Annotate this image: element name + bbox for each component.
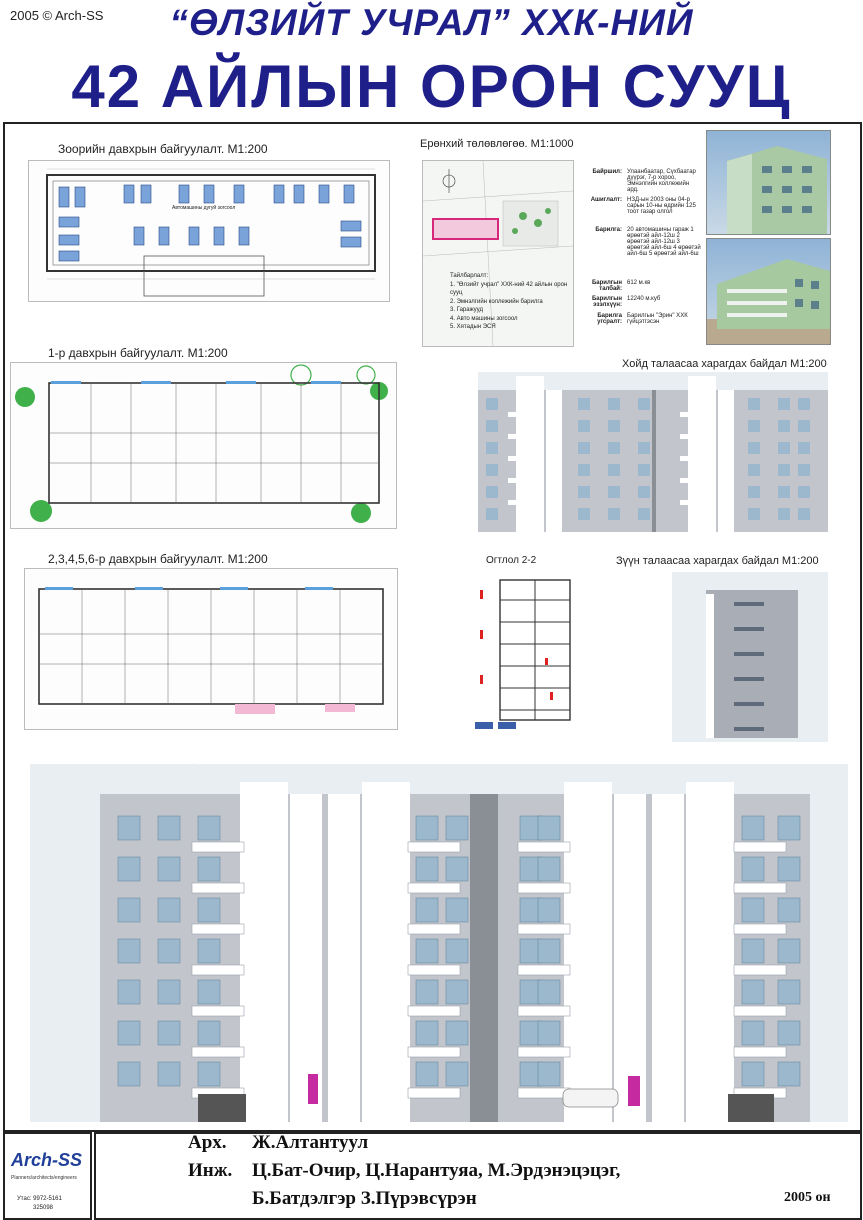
- window-pane: [118, 939, 140, 963]
- balcony-slab: [408, 842, 460, 852]
- window-pane: [778, 1062, 800, 1086]
- engineer-names-line2: Б.Батдэлгэр З.Пүрэвсүрэн: [252, 1188, 477, 1209]
- architect-label: Арх.: [188, 1132, 227, 1153]
- window-pane: [486, 442, 498, 454]
- balcony-slab: [192, 842, 244, 852]
- section-label: Огтлол 2-2: [486, 555, 537, 566]
- balcony-slab: [408, 1088, 460, 1098]
- section-drawing: [470, 570, 600, 740]
- architect-names: Ж.Алтантуул: [252, 1132, 369, 1153]
- window-pane: [158, 939, 180, 963]
- north-elevation-large-drawing: [30, 764, 848, 1122]
- window-pane: [416, 898, 438, 922]
- window-pane: [198, 1021, 220, 1045]
- building-photo-2: [706, 238, 831, 345]
- window-pane: [198, 939, 220, 963]
- window-pane: [446, 939, 468, 963]
- balcony-slab: [734, 1047, 786, 1057]
- window-pane: [158, 816, 180, 840]
- poster-title: 42 АЙЛЫН ОРОН СУУЦ: [71, 53, 792, 120]
- window-pane: [778, 898, 800, 922]
- window-pane: [118, 1021, 140, 1045]
- window-pane: [538, 816, 560, 840]
- project-info-table: [572, 165, 702, 345]
- basement-plan-label: Зоорийн давхрын байгуулалт. M1:200: [58, 142, 268, 156]
- window-pane: [608, 442, 620, 454]
- window-pane: [538, 857, 560, 881]
- balcony-slab: [518, 842, 570, 852]
- window-pane: [778, 508, 790, 520]
- engineer-label: Инж.: [188, 1160, 233, 1181]
- window-pane: [446, 857, 468, 881]
- window-pane: [578, 508, 590, 520]
- window-pane: [538, 1062, 560, 1086]
- window-pane: [778, 464, 790, 476]
- window-pane: [608, 398, 620, 410]
- window-pane: [778, 939, 800, 963]
- window-pane: [742, 857, 764, 881]
- window-pane: [608, 508, 620, 520]
- window-pane: [638, 398, 650, 410]
- balcony-slab: [192, 1006, 244, 1016]
- window-pane: [446, 898, 468, 922]
- window-pane: [778, 816, 800, 840]
- window-pane: [742, 1062, 764, 1086]
- window-pane: [798, 420, 810, 432]
- parking-label: Автомашины дугуй зогсоол: [172, 205, 236, 211]
- poster-subtitle: “ӨЛЗИЙТ УЧРАЛ” ХХК-НИЙ: [169, 2, 694, 43]
- site-legend-item: 1. "Өлзийт учрал" ХХК-ний 42 айлын орон сууц: [450, 281, 568, 296]
- info-value-area: 612 м.кв: [627, 280, 651, 286]
- engineer-names-line1: Ц.Бат-Очир, Ц.Нарантуяа, М.Эрдэнэцэцэг,: [252, 1160, 621, 1181]
- window-pane: [198, 980, 220, 1004]
- balcony-slab: [734, 883, 786, 893]
- window-pane: [416, 980, 438, 1004]
- balcony-slab: [518, 965, 570, 975]
- balcony-slab: [518, 1006, 570, 1016]
- site-legend-item: 4. Авто машины зогсоол: [450, 315, 518, 322]
- window-pane: [608, 486, 620, 498]
- balcony-slab: [518, 1047, 570, 1057]
- window-pane: [578, 398, 590, 410]
- window-pane: [416, 1062, 438, 1086]
- window-pane: [118, 816, 140, 840]
- east-elevation-label: Зүүн талаасаа харагдах байдал M1:200: [616, 555, 819, 567]
- window-pane: [742, 816, 764, 840]
- window-pane: [778, 398, 790, 410]
- window-pane: [538, 939, 560, 963]
- window-pane: [638, 508, 650, 520]
- typical-floor-plan-drawing: [24, 568, 398, 730]
- balcony-slab: [192, 883, 244, 893]
- window-pane: [158, 1021, 180, 1045]
- basement-plan-drawing: [28, 160, 390, 302]
- window-pane: [158, 898, 180, 922]
- window-pane: [748, 508, 760, 520]
- info-value-building: 20 автомашины гараж 1 өрөөтэй айл-12ш 2 өрөөтэй айл-12ш 3 өрөөтэй айл-6ш 4 өрөөтэй айл-6ш 5 өрөөтэй айл-6ш: [627, 227, 701, 257]
- arch-ss-logo: Arch-SS: [11, 1150, 83, 1170]
- window-pane: [118, 1062, 140, 1086]
- window-pane: [538, 1021, 560, 1045]
- balcony-slab: [518, 883, 570, 893]
- window-pane: [198, 857, 220, 881]
- info-label-volume: Барилгын эзэлхүүн:: [591, 296, 622, 308]
- window-pane: [158, 1062, 180, 1086]
- window-pane: [748, 442, 760, 454]
- balcony-slab: [734, 1006, 786, 1016]
- window-pane: [416, 939, 438, 963]
- balcony-slab: [408, 1047, 460, 1057]
- balcony-slab: [518, 1088, 570, 1098]
- year-text: 2005 он: [784, 1190, 831, 1205]
- window-pane: [608, 420, 620, 432]
- info-label-construction: Барилга угсралт:: [597, 313, 622, 325]
- window-pane: [778, 442, 790, 454]
- balcony-slab: [408, 1006, 460, 1016]
- window-pane: [798, 508, 810, 520]
- window-pane: [118, 857, 140, 881]
- balcony-slab: [518, 924, 570, 934]
- window-pane: [742, 980, 764, 1004]
- window-pane: [778, 1021, 800, 1045]
- window-pane: [486, 486, 498, 498]
- first-floor-plan-drawing: [10, 362, 397, 529]
- balcony-slab: [408, 965, 460, 975]
- window-pane: [446, 816, 468, 840]
- window-pane: [486, 398, 498, 410]
- phone-text: Утас: 9972-5161: [17, 1196, 62, 1202]
- window-pane: [446, 980, 468, 1004]
- info-value-volume: 12240 м.куб: [627, 296, 661, 302]
- balcony-slab: [734, 842, 786, 852]
- balcony-slab: [408, 924, 460, 934]
- window-pane: [158, 857, 180, 881]
- window-pane: [446, 1021, 468, 1045]
- window-pane: [748, 420, 760, 432]
- window-pane: [798, 442, 810, 454]
- window-pane: [158, 980, 180, 1004]
- window-pane: [538, 980, 560, 1004]
- east-elevation-drawing: [672, 572, 828, 742]
- window-pane: [486, 464, 498, 476]
- window-pane: [416, 1021, 438, 1045]
- window-pane: [748, 486, 760, 498]
- balcony-slab: [734, 924, 786, 934]
- window-pane: [118, 898, 140, 922]
- first-floor-plan-label: 1-р давхрын байгуулалт. M1:200: [48, 346, 228, 360]
- north-elevation-small-drawing: [478, 372, 828, 532]
- window-pane: [798, 464, 810, 476]
- window-pane: [578, 420, 590, 432]
- window-pane: [538, 898, 560, 922]
- balcony-slab: [734, 965, 786, 975]
- info-label-location: Байршил:: [592, 169, 622, 175]
- site-legend-item: 2. Эмнэлгийн коллежийн барилга: [450, 298, 543, 305]
- window-pane: [778, 980, 800, 1004]
- footer-logo-box: [3, 1132, 92, 1220]
- site-legend-item: 5. Хятадын ЭСЯ: [450, 324, 496, 330]
- phone-text-2: 325098: [33, 1205, 54, 1211]
- window-pane: [748, 464, 760, 476]
- site-legend-heading: Тайлбарлалт:: [450, 273, 489, 279]
- window-pane: [578, 442, 590, 454]
- window-pane: [198, 1062, 220, 1086]
- window-pane: [486, 420, 498, 432]
- window-pane: [446, 1062, 468, 1086]
- window-pane: [742, 939, 764, 963]
- window-pane: [778, 420, 790, 432]
- window-pane: [578, 486, 590, 498]
- window-pane: [608, 464, 620, 476]
- window-pane: [638, 420, 650, 432]
- window-pane: [638, 464, 650, 476]
- info-value-location: Улаанбаатар, Сүхбаатар дүүрэг, 7-р хороо, Эмнэлгийн коллежийн ард.: [627, 169, 696, 193]
- window-pane: [638, 486, 650, 498]
- balcony-slab: [192, 924, 244, 934]
- window-pane: [486, 508, 498, 520]
- window-pane: [198, 816, 220, 840]
- window-pane: [578, 464, 590, 476]
- window-pane: [798, 486, 810, 498]
- window-pane: [118, 980, 140, 1004]
- info-value-permit: НЗД-ын 2003 оны 04-р сарын 10-ны өдрийн 125 тоот газар олгол: [627, 197, 696, 215]
- info-label-permit: Ашиглалт:: [590, 197, 622, 203]
- north-elevation-small-label: Хойд талаасаа харагдах байдал M1:200: [622, 358, 827, 370]
- info-label-building: Барилга:: [595, 227, 622, 233]
- site-legend: [450, 272, 570, 332]
- window-pane: [742, 1021, 764, 1045]
- info-value-construction: Барилгын "Эрин" ХХК гүйцэтгэсэн: [627, 313, 688, 325]
- window-pane: [778, 486, 790, 498]
- copyright-text: 2005 © Arch-SS: [10, 8, 104, 23]
- window-pane: [748, 398, 760, 410]
- window-pane: [638, 442, 650, 454]
- window-pane: [198, 898, 220, 922]
- site-legend-item: 3. Гаражууд: [450, 307, 483, 313]
- info-label-area: Барилгын талбай:: [591, 280, 622, 292]
- balcony-slab: [192, 965, 244, 975]
- balcony-slab: [192, 1047, 244, 1057]
- window-pane: [778, 857, 800, 881]
- building-photo-1: [706, 130, 831, 235]
- window-pane: [416, 816, 438, 840]
- balcony-slab: [408, 883, 460, 893]
- site-plan-label: Ерөнхий төлөвлөгөө. M1:1000: [420, 138, 574, 150]
- logo-subtitle: Planners/architects/engineers: [11, 1175, 77, 1181]
- window-pane: [798, 398, 810, 410]
- typical-floor-plan-label: 2,3,4,5,6-р давхрын байгуулалт. M1:200: [48, 552, 268, 566]
- window-pane: [742, 898, 764, 922]
- window-pane: [416, 857, 438, 881]
